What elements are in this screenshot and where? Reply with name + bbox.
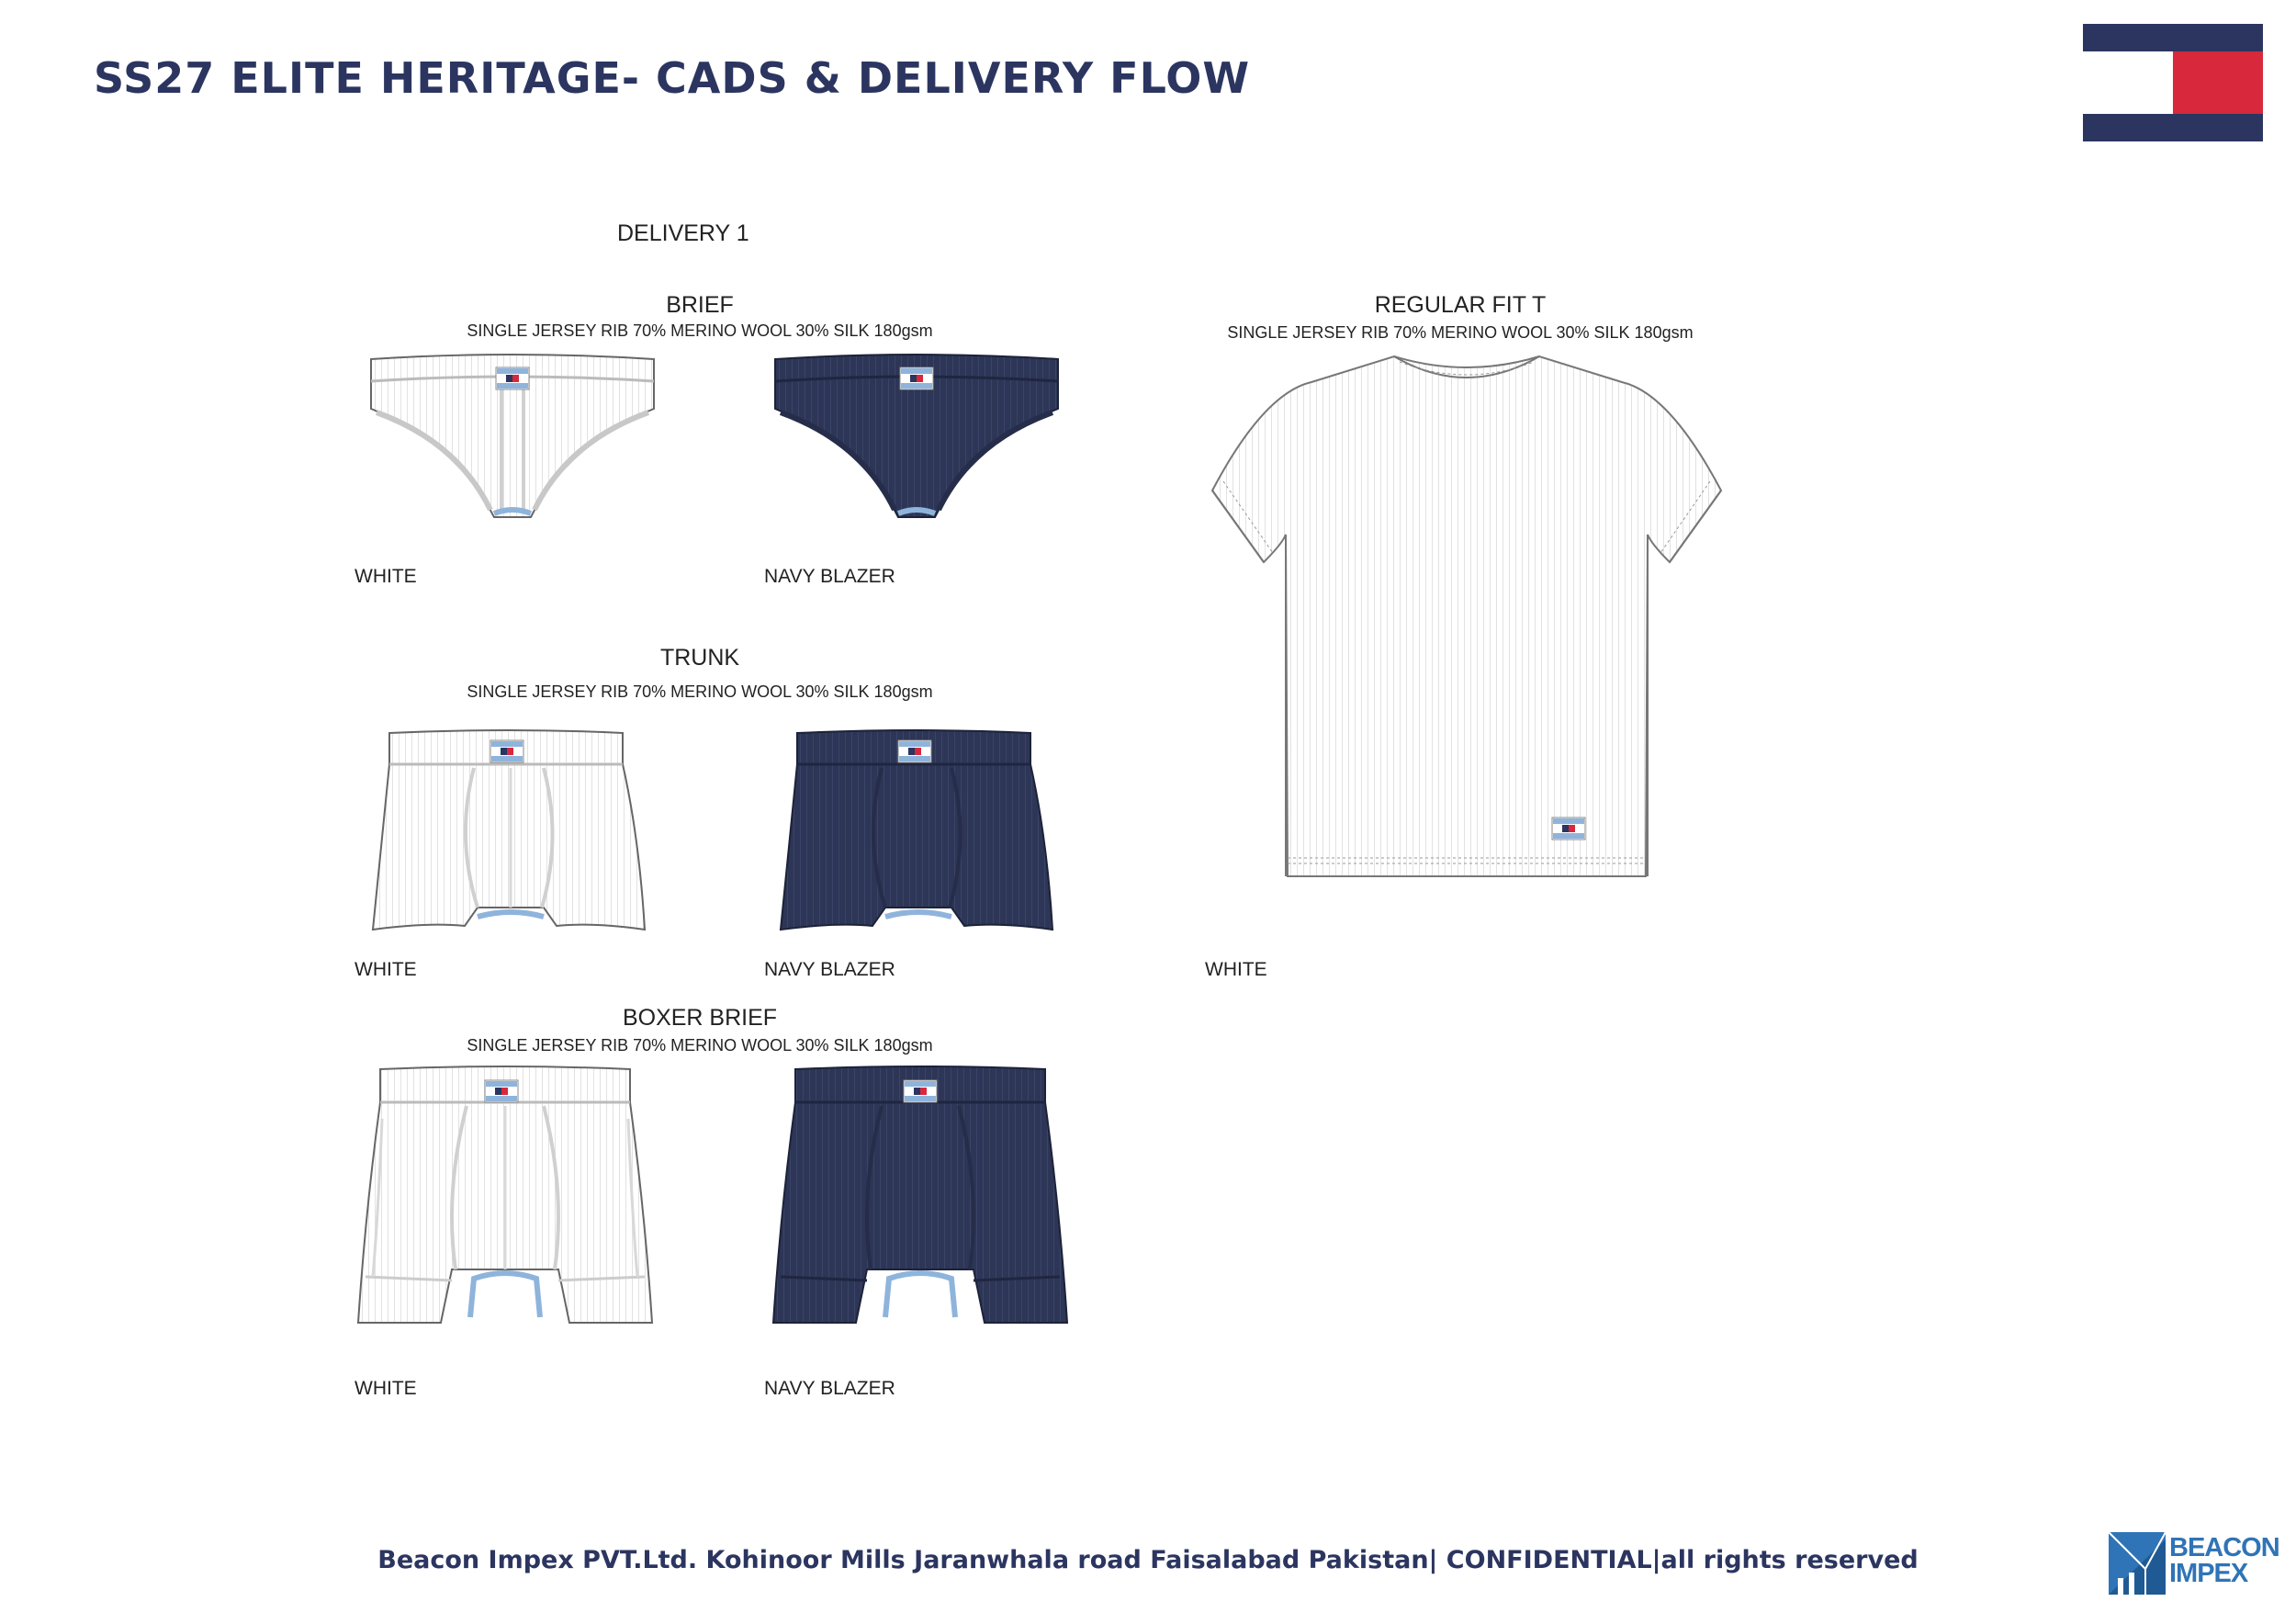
boxer-brief-title: BOXER BRIEF xyxy=(622,1005,778,1031)
regular-fit-t-title: REGULAR FIT T xyxy=(1374,292,1547,318)
logo-line-1: BEACON xyxy=(2169,1533,2279,1562)
brief-colorway-white: WHITE xyxy=(355,566,417,587)
brief-spec: SINGLE JERSEY RIB 70% MERINO WOOL 30% SILK 180gsm xyxy=(467,321,933,340)
brief-title: BRIEF xyxy=(666,292,734,318)
trunk-spec: SINGLE JERSEY RIB 70% MERINO WOOL 30% SILK 180gsm xyxy=(467,682,933,701)
brief-colorway-navy: NAVY BLAZER xyxy=(764,566,895,587)
trunk-title: TRUNK xyxy=(659,645,740,671)
brief-white-sketch xyxy=(366,354,659,547)
boxer-brief-navy-sketch xyxy=(768,1064,1073,1330)
beacon-impex-logo xyxy=(2109,1528,2279,1602)
boxer-brief-white-sketch xyxy=(353,1064,658,1330)
boxer-brief-colorway-navy: NAVY BLAZER xyxy=(764,1378,895,1399)
regular-fit-t-white-sketch xyxy=(1210,351,1723,878)
boxer-brief-spec: SINGLE JERSEY RIB 70% MERINO WOOL 30% SILK 180gsm xyxy=(467,1036,933,1054)
trunk-colorway-white: WHITE xyxy=(355,959,417,980)
flag-logo xyxy=(2083,24,2263,141)
regular-fit-t-spec: SINGLE JERSEY RIB 70% MERINO WOOL 30% SILK 180gsm xyxy=(1227,323,1694,342)
trunk-navy-sketch xyxy=(771,727,1064,939)
boxer-brief-colorway-white: WHITE xyxy=(355,1378,417,1399)
delivery-label: DELIVERY 1 xyxy=(617,220,749,246)
footer-text: Beacon Impex PVT.Ltd. Kohinoor Mills Jaranwhala road Faisalabad Pakistan| CONFIDENTIAL|all rights reserved xyxy=(377,1546,1919,1574)
brief-navy-sketch xyxy=(770,354,1064,547)
beacon-impex-logo-mark xyxy=(2109,1532,2166,1595)
trunk-colorway-navy: NAVY BLAZER xyxy=(764,959,895,980)
logo-line-2: IMPEX xyxy=(2169,1559,2248,1588)
regular-fit-t-colorway-white: WHITE xyxy=(1205,959,1267,980)
page-title: SS27 ELITE HERITAGE- CADS & DELIVERY FLOW xyxy=(94,53,1251,103)
trunk-white-sketch xyxy=(364,727,656,939)
